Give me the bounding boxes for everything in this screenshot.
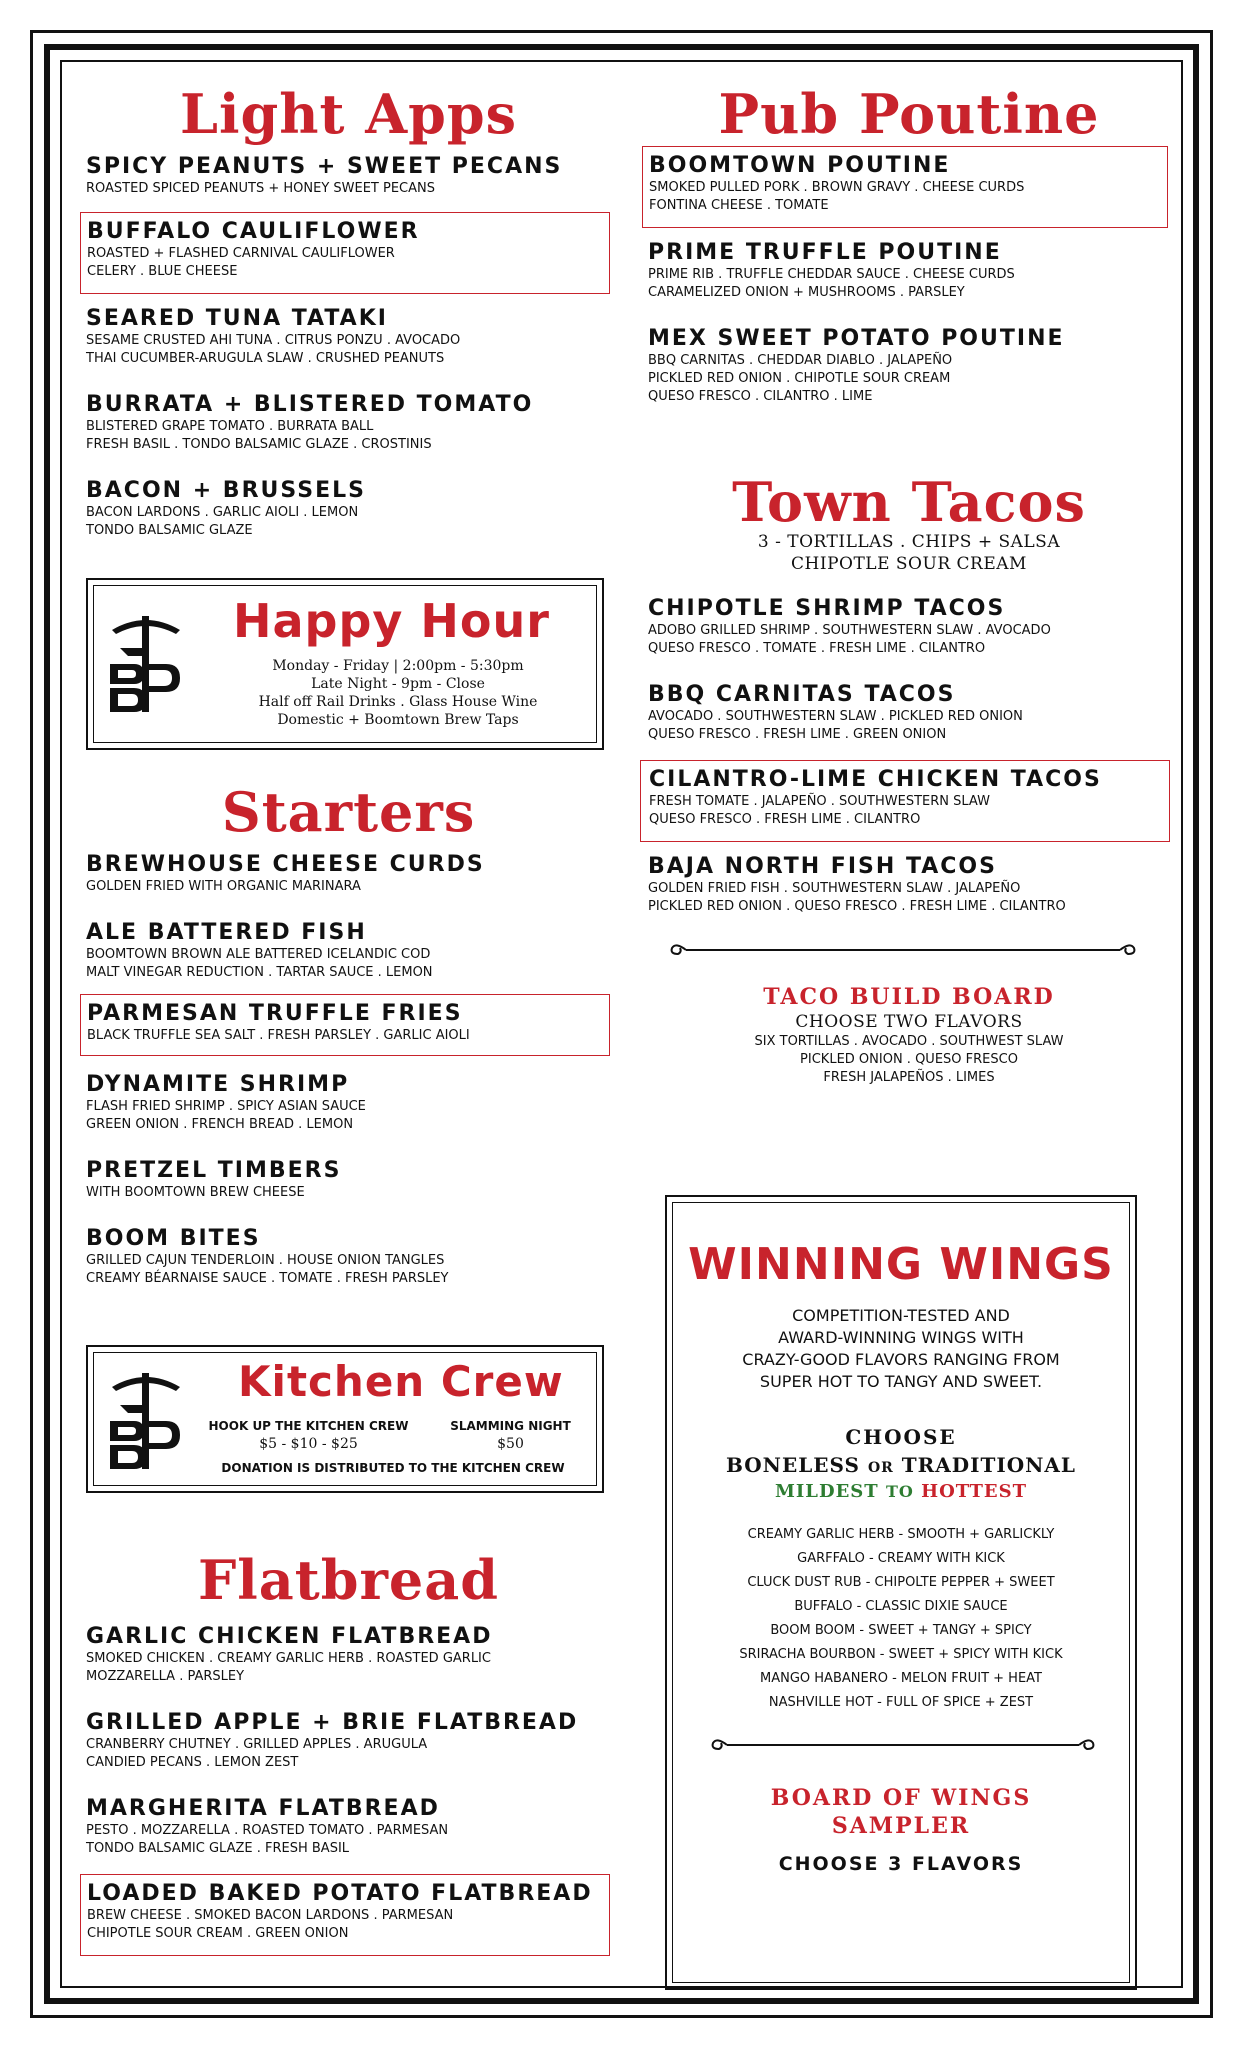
menu-item bbox=[86, 306, 611, 368]
item-desc: CRANBERRY CHUTNEY . GRILLED APPLES . ARUGULA bbox=[86, 1737, 428, 1752]
ornament-divider-icon bbox=[668, 942, 1138, 958]
item-desc: GREEN ONION . FRENCH BREAD . LEMON bbox=[86, 1117, 354, 1132]
menu-item bbox=[86, 1710, 611, 1772]
wings-style-choice bbox=[667, 1453, 1135, 1477]
item-name: GRILLED APPLE + BRIE FLATBREAD bbox=[86, 1710, 579, 1735]
item-name: MARGHERITA FLATBREAD bbox=[86, 1796, 440, 1821]
menu-item bbox=[86, 920, 611, 982]
kitchen-crew-left-label: HOOK UP THE KITCHEN CREW bbox=[208, 1419, 409, 1433]
menu-item bbox=[648, 596, 1170, 658]
item-name: GARLIC CHICKEN FLATBREAD bbox=[86, 1624, 493, 1649]
taco-board-line: FRESH JALAPEÑOS . LIMES bbox=[823, 1070, 995, 1085]
item-desc: SESAME CRUSTED AHI TUNA . CITRUS PONZU . AVOCADO bbox=[86, 333, 461, 348]
starters-title: Starters bbox=[221, 780, 476, 844]
item-desc: CELERY . BLUE CHEESE bbox=[87, 264, 238, 279]
flatbread-title: Flatbread bbox=[197, 1548, 500, 1612]
item-desc: CHIPOTLE SOUR CREAM . GREEN ONION bbox=[87, 1926, 349, 1941]
menu-item bbox=[86, 1796, 611, 1858]
kitchen-crew-title: Kitchen Crew bbox=[238, 1357, 564, 1406]
town-tacos-title: Town Tacos bbox=[732, 470, 1086, 534]
item-desc: AVOCADO . SOUTHWESTERN SLAW . PICKLED RED ONION bbox=[648, 709, 1023, 724]
item-desc: TONDO BALSAMIC GLAZE bbox=[86, 523, 253, 538]
wings-intro-line: AWARD-WINNING WINGS WITH bbox=[778, 1328, 1024, 1347]
item-name: SPICY PEANUTS + SWEET PECANS bbox=[86, 154, 563, 179]
happy-hour-line: Monday - Friday | 2:00pm - 5:30pm bbox=[272, 658, 524, 674]
menu-item-featured bbox=[80, 994, 610, 1056]
menu-item bbox=[86, 154, 611, 198]
wings-to: TO bbox=[885, 1482, 914, 1501]
menu-item bbox=[648, 240, 1170, 302]
wing-flavor-item: BUFFALO - CLASSIC DIXIE SAUCE bbox=[794, 1599, 1008, 1614]
board-of-wings-title: BOARD OF WINGS bbox=[770, 1785, 1032, 1811]
taco-board-line: PICKLED ONION . QUESO FRESCO bbox=[800, 1052, 1018, 1067]
light-apps-title: Light Apps bbox=[179, 82, 518, 146]
item-name: BURRATA + BLISTERED TOMATO bbox=[86, 392, 534, 417]
wing-flavor-item: CLUCK DUST RUB - CHIPOLTE PEPPER + SWEET bbox=[747, 1575, 1055, 1590]
kitchen-crew-left-value: $5 - $10 - $25 bbox=[259, 1436, 358, 1452]
wings-mildest: MILDEST bbox=[774, 1481, 879, 1502]
item-desc: BACON LARDONS . GARLIC AIOLI . LEMON bbox=[86, 505, 359, 520]
item-name: BOOM BITES bbox=[86, 1226, 261, 1251]
item-desc: QUESO FRESCO . TOMATE . FRESH LIME . CILANTRO bbox=[648, 641, 986, 656]
kitchen-crew-footer: DONATION IS DISTRIBUTED TO THE KITCHEN CREW bbox=[221, 1461, 565, 1475]
item-name: CILANTRO-LIME CHICKEN TACOS bbox=[649, 767, 1102, 792]
happy-hour-line: Domestic + Boomtown Brew Taps bbox=[277, 712, 519, 728]
item-desc: ROASTED SPICED PEANUTS + HONEY SWEET PECANS bbox=[86, 181, 436, 196]
item-desc: CARAMELIZED ONION + MUSHROOMS . PARSLEY bbox=[648, 285, 965, 300]
item-desc: TONDO BALSAMIC GLAZE . FRESH BASIL bbox=[86, 1841, 350, 1856]
item-desc: MALT VINEGAR REDUCTION . TARTAR SAUCE . LEMON bbox=[86, 965, 433, 980]
wing-flavor-item: SRIRACHA BOURBON - SWEET + SPICY WITH KICK bbox=[739, 1647, 1063, 1662]
item-desc: MOZZARELLA . PARSLEY bbox=[86, 1669, 245, 1684]
item-desc: ROASTED + FLASHED CARNIVAL CAULIFLOWER bbox=[87, 246, 395, 261]
happy-hour-title: Happy Hour bbox=[233, 594, 550, 648]
menu-item bbox=[86, 1158, 611, 1202]
item-desc: QUESO FRESCO . FRESH LIME . CILANTRO bbox=[649, 812, 921, 827]
item-name: PARMESAN TRUFFLE FRIES bbox=[87, 1001, 463, 1026]
item-name: DYNAMITE SHRIMP bbox=[86, 1072, 350, 1097]
item-name: ALE BATTERED FISH bbox=[86, 920, 367, 945]
wings-title: WINNING WINGS bbox=[688, 1239, 1114, 1290]
menu-item bbox=[648, 854, 1170, 916]
board-of-wings-choose: CHOOSE 3 FLAVORS bbox=[778, 1853, 1024, 1875]
item-name: BACON + BRUSSELS bbox=[86, 478, 366, 503]
item-desc: FLASH FRIED SHRIMP . SPICY ASIAN SAUCE bbox=[86, 1099, 366, 1114]
item-name: BAJA NORTH FISH TACOS bbox=[648, 854, 997, 879]
item-name: BREWHOUSE CHEESE CURDS bbox=[86, 852, 485, 877]
item-desc: BLACK TRUFFLE SEA SALT . FRESH PARSLEY . GARLIC AIOLI bbox=[87, 1028, 470, 1043]
item-desc: PICKLED RED ONION . QUESO FRESCO . FRESH LIME . CILANTRO bbox=[648, 899, 1066, 914]
item-desc: GOLDEN FRIED FISH . SOUTHWESTERN SLAW . JALAPEÑO bbox=[648, 881, 1021, 896]
item-desc: FRESH TOMATE . JALAPEÑO . SOUTHWESTERN SLAW bbox=[649, 794, 990, 809]
wings-intro bbox=[667, 1305, 1135, 1393]
item-desc: PESTO . MOZZARELLA . ROASTED TOMATO . PARMESAN bbox=[86, 1823, 449, 1838]
wings-heat-scale bbox=[667, 1481, 1135, 1502]
wings-or: OR bbox=[867, 1460, 894, 1476]
item-name: PRETZEL TIMBERS bbox=[86, 1158, 342, 1183]
item-name: LOADED BAKED POTATO FLATBREAD bbox=[87, 1881, 593, 1906]
item-desc: FRESH BASIL . TONDO BALSAMIC GLAZE . CROSTINIS bbox=[86, 437, 432, 452]
menu-item bbox=[86, 852, 611, 896]
item-desc: GOLDEN FRIED WITH ORGANIC MARINARA bbox=[86, 879, 361, 894]
wing-flavor-item: CREAMY GARLIC HERB - SMOOTH + GARLICKLY bbox=[747, 1527, 1055, 1542]
menu-item-featured bbox=[642, 146, 1168, 228]
item-desc: PICKLED RED ONION . CHIPOTLE SOUR CREAM bbox=[648, 371, 951, 386]
item-name: MEX SWEET POTATO POUTINE bbox=[648, 326, 1065, 351]
tb-pickaxe-logo-icon bbox=[106, 1365, 186, 1475]
town-tacos-subtitle: 3 - TORTILLAS . CHIPS + SALSA bbox=[757, 532, 1061, 552]
item-desc: CREAMY BÉARNAISE SAUCE . TOMATE . FRESH PARSLEY bbox=[86, 1271, 449, 1286]
menu-item bbox=[86, 392, 611, 454]
menu-item bbox=[86, 1072, 611, 1134]
kitchen-crew-card bbox=[86, 1345, 604, 1493]
item-desc: WITH BOOMTOWN BREW CHEESE bbox=[86, 1185, 305, 1200]
winning-wings-box bbox=[665, 1195, 1137, 1990]
item-desc: GRILLED CAJUN TENDERLOIN . HOUSE ONION TANGLES bbox=[86, 1253, 445, 1268]
wings-intro-line: SUPER HOT TO TANGY AND SWEET. bbox=[759, 1372, 1043, 1391]
item-desc: BREW CHEESE . SMOKED BACON LARDONS . PARMESAN bbox=[87, 1908, 454, 1923]
happy-hour-line: Late Night - 9pm - Close bbox=[311, 676, 485, 692]
board-of-wings-title: SAMPLER bbox=[831, 1813, 971, 1839]
item-name: BOOMTOWN POUTINE bbox=[649, 153, 951, 178]
taco-board-line: CHOOSE TWO FLAVORS bbox=[795, 1012, 1023, 1032]
item-desc: PRIME RIB . TRUFFLE CHEDDAR SAUCE . CHEESE CURDS bbox=[648, 267, 1015, 282]
menu-item-featured bbox=[640, 760, 1170, 842]
item-desc: THAI CUCUMBER-ARUGULA SLAW . CRUSHED PEANUTS bbox=[86, 351, 445, 366]
item-desc: CANDIED PECANS . LEMON ZEST bbox=[86, 1755, 299, 1770]
wings-choose: CHOOSE bbox=[845, 1425, 957, 1449]
item-name: CHIPOTLE SHRIMP TACOS bbox=[648, 596, 1006, 621]
item-desc: ADOBO GRILLED SHRIMP . SOUTHWESTERN SLAW . AVOCADO bbox=[648, 623, 1051, 638]
item-name: BUFFALO CAULIFLOWER bbox=[87, 219, 420, 244]
menu-item bbox=[648, 682, 1170, 744]
wing-flavor-item: BOOM BOOM - SWEET + TANGY + SPICY bbox=[770, 1623, 1032, 1638]
menu-item-featured bbox=[80, 1874, 610, 1956]
wings-traditional: TRADITIONAL bbox=[901, 1453, 1076, 1477]
item-desc: QUESO FRESCO . CILANTRO . LIME bbox=[648, 389, 873, 404]
item-desc: BOOMTOWN BROWN ALE BATTERED ICELANDIC COD bbox=[86, 947, 431, 962]
wings-boneless: BONELESS bbox=[725, 1453, 860, 1477]
town-tacos-subtitle: CHIPOTLE SOUR CREAM bbox=[791, 554, 1027, 574]
taco-board-line: SIX TORTILLAS . AVOCADO . SOUTHWEST SLAW bbox=[754, 1034, 1064, 1049]
happy-hour-card bbox=[86, 578, 604, 750]
wing-flavor-item: NASHVILLE HOT - FULL OF SPICE + ZEST bbox=[768, 1695, 1034, 1710]
taco-board-title: TACO BUILD BOARD bbox=[763, 984, 1055, 1010]
menu-item bbox=[86, 1624, 611, 1686]
menu-item bbox=[648, 326, 1170, 406]
wing-flavor-item: GARFFALO - CREAMY WITH KICK bbox=[797, 1551, 1005, 1566]
item-desc: SMOKED CHICKEN . CREAMY GARLIC HERB . ROASTED GARLIC bbox=[86, 1651, 491, 1666]
ornament-divider-icon bbox=[709, 1737, 1097, 1753]
wings-intro-line: CRAZY-GOOD FLAVORS RANGING FROM bbox=[742, 1350, 1060, 1369]
pub-poutine-title: Pub Poutine bbox=[718, 82, 1100, 146]
item-desc: FONTINA CHEESE . TOMATE bbox=[649, 198, 829, 213]
wing-flavor-item: MANGO HABANERO - MELON FRUIT + HEAT bbox=[760, 1671, 1042, 1686]
item-name: BBQ CARNITAS TACOS bbox=[648, 682, 956, 707]
item-name: SEARED TUNA TATAKI bbox=[86, 306, 388, 331]
menu-item bbox=[86, 1226, 611, 1288]
happy-hour-line: Half off Rail Drinks . Glass House Wine bbox=[258, 694, 538, 710]
wings-hottest: HOTTEST bbox=[921, 1481, 1028, 1502]
item-desc: BBQ CARNITAS . CHEDDAR DIABLO . JALAPEÑO bbox=[648, 353, 953, 368]
tb-pickaxe-logo-icon bbox=[106, 608, 186, 718]
kitchen-crew-right-label: SLAMMING NIGHT bbox=[450, 1419, 571, 1433]
menu-item-featured bbox=[80, 212, 610, 294]
menu-item bbox=[86, 478, 611, 540]
item-desc: QUESO FRESCO . FRESH LIME . GREEN ONION bbox=[648, 727, 947, 742]
item-desc: SMOKED PULLED PORK . BROWN GRAVY . CHEESE CURDS bbox=[649, 180, 1025, 195]
wings-intro-line: COMPETITION-TESTED AND bbox=[792, 1306, 1010, 1325]
kitchen-crew-right-value: $50 bbox=[497, 1436, 524, 1452]
item-name: PRIME TRUFFLE POUTINE bbox=[648, 240, 1002, 265]
item-desc: BLISTERED GRAPE TOMATO . BURRATA BALL bbox=[86, 419, 374, 434]
